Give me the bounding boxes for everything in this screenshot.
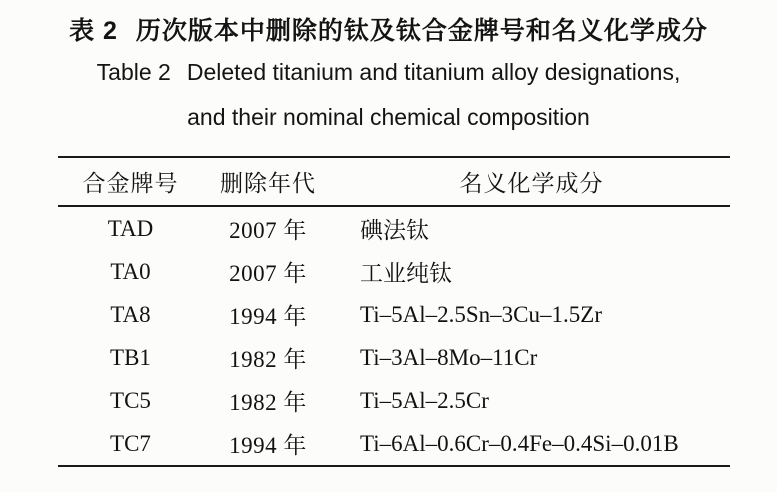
column-header-year: 删除年代 [220, 171, 316, 196]
cell-designation: TAD [107, 215, 154, 241]
cell-year: 2007 年 [229, 218, 307, 243]
deleted-alloys-table [58, 156, 730, 467]
cell-designation: TC7 [110, 430, 151, 456]
cell-designation: TA8 [110, 301, 151, 327]
cell-composition: 工业纯钛 [360, 261, 452, 286]
cell-designation: TC5 [110, 387, 151, 413]
caption-cn-label: 表 2 [69, 17, 118, 45]
table-header-row [58, 157, 730, 206]
cell-composition: Ti–5Al–2.5Cr [360, 387, 489, 413]
caption-en-text: Deleted titanium and titanium alloy designations, [186, 59, 681, 85]
cell-year: 1994 年 [229, 433, 307, 458]
table-row [58, 250, 730, 293]
cell-composition: 碘法钛 [360, 218, 429, 243]
caption-english-line-1 [0, 50, 777, 95]
cell-composition: Ti–5Al–2.5Sn–3Cu–1.5Zr [360, 301, 602, 327]
table-caption [0, 0, 777, 140]
cell-year: 1982 年 [229, 347, 307, 372]
table-row [58, 379, 730, 422]
table-row [58, 293, 730, 336]
cell-year: 1994 年 [229, 304, 307, 329]
caption-chinese-line [0, 13, 777, 50]
cell-designation: TB1 [110, 344, 151, 370]
caption-en-line2-text: and their nominal chemical composition [187, 104, 590, 130]
cell-year: 2007 年 [229, 261, 307, 286]
column-header-composition: 名义化学成分 [459, 171, 604, 196]
caption-cn-text: 历次版本中删除的钛及钛合金牌号和名义化学成分 [135, 17, 708, 45]
table-row [58, 422, 730, 466]
caption-english-line-2 [0, 95, 777, 140]
column-header-designation: 合金牌号 [82, 171, 179, 196]
cell-designation: TA0 [110, 258, 151, 284]
table-row [58, 206, 730, 250]
cell-composition: Ti–3Al–8Mo–11Cr [360, 344, 538, 370]
cell-composition: Ti–6Al–0.6Cr–0.4Fe–0.4Si–0.01B [360, 430, 679, 456]
table-row [58, 336, 730, 379]
caption-en-label: Table 2 [96, 59, 171, 85]
cell-year: 1982 年 [229, 390, 307, 415]
